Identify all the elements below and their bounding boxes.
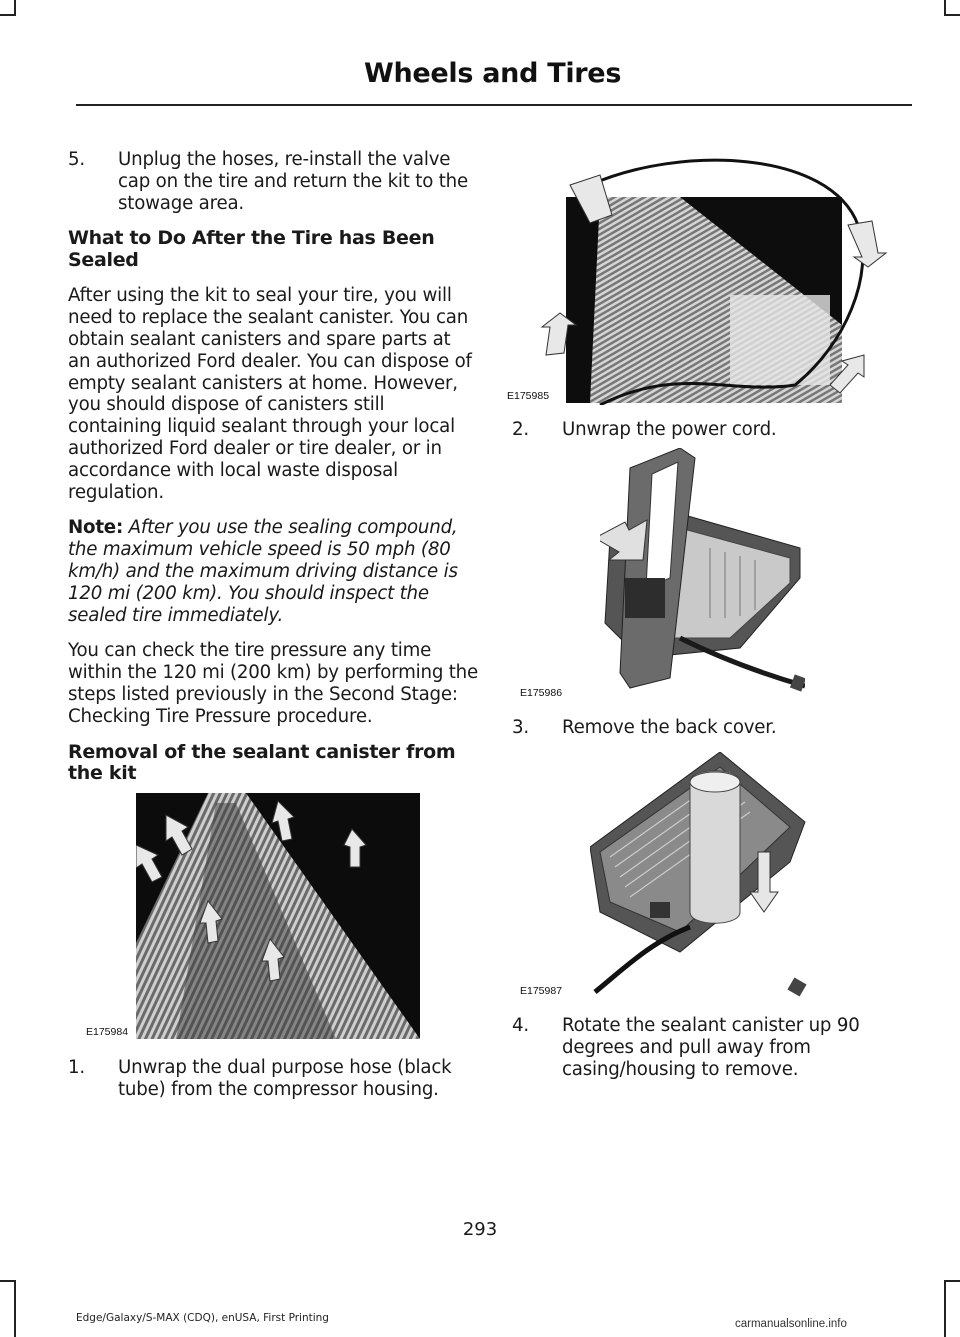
section-heading: Removal of the sealant canister from the kit xyxy=(68,740,456,785)
figure-e175985 xyxy=(530,155,900,405)
note-text: After you use the sealing compound, the maximum vehicle speed is 50 mph (80 km/h) and the maximum driving distance is 120 mi (200 km). You should inspect the sealed tire immediately. xyxy=(68,517,458,626)
step-5 xyxy=(68,149,478,214)
page-title: Wheels and Tires xyxy=(364,58,622,89)
step-3 xyxy=(512,717,912,739)
section-heading: What to Do After the Tire has Been Sealed xyxy=(68,227,435,271)
kit-illustration-1 xyxy=(136,793,420,1039)
paragraph: After using the kit to seal your tire, you will need to replace the sealant canister. You can obtain sealant canisters and spare parts at an authorized Ford dealer. You can dispose of empty sealant canisters at home. However, you should dispose of canisters still containing liquid sealant through your local authorized Ford dealer or tire dealer, or in accordance with local waste disposal regulation. xyxy=(68,285,472,503)
compressor-illustration xyxy=(600,448,805,708)
note-label: Note: xyxy=(68,517,124,539)
step-text: Remove the back cover. xyxy=(562,717,777,738)
right-step-3 xyxy=(512,717,912,753)
step-1 xyxy=(68,1057,478,1101)
paragraph: You can check the tire pressure any time within the 120 mi (200 km) by performing the steps listed previously in the Second Stage: Checking Tire Pressure procedure. xyxy=(68,640,479,727)
note xyxy=(68,517,478,626)
right-step-4 xyxy=(512,1015,912,1094)
step-text: Unwrap the dual purpose hose (black tube) from the compressor housing. xyxy=(118,1057,452,1100)
crop-mark-bottom-left-h xyxy=(0,1280,16,1282)
left-column xyxy=(68,149,478,799)
step-text: Unplug the hoses, re-install the valve cap on the tire and return the kit to the stowage area. xyxy=(118,149,468,214)
figure-label: E175985 xyxy=(507,390,550,402)
figure-e175984 xyxy=(136,793,420,1039)
step-text: Unwrap the power cord. xyxy=(562,419,777,440)
footer-text: Edge/Galaxy/S-MAX (CDQ), enUSA, First Printing xyxy=(76,1312,329,1324)
left-step-1 xyxy=(68,1057,478,1115)
step-text: Rotate the sealant canister up 90 degrees and pull away from casing/housing to remove. xyxy=(562,1015,860,1080)
crop-mark-top-left-h xyxy=(0,14,16,16)
figure-e175986 xyxy=(600,448,805,708)
figure-label: E175984 xyxy=(86,1026,129,1038)
step-2 xyxy=(512,419,912,441)
crop-mark-bottom-right-v xyxy=(944,1280,946,1337)
figure-label: E175986 xyxy=(520,687,563,699)
step-number: 5. xyxy=(68,149,85,170)
figure-e175987 xyxy=(590,752,815,1002)
step-number: 3. xyxy=(512,717,529,738)
step-number: 1. xyxy=(68,1057,85,1078)
page-number: 293 xyxy=(462,1219,498,1240)
step-number: 4. xyxy=(512,1015,529,1036)
header-rule xyxy=(76,104,912,106)
step-number: 2. xyxy=(512,419,529,440)
crop-mark-bottom-left-v xyxy=(14,1280,16,1337)
watermark-link[interactable]: carmanualsonline.info xyxy=(735,1318,847,1330)
crop-mark-bottom-right-h xyxy=(944,1280,960,1282)
kit-illustration-2 xyxy=(530,155,900,405)
step-4 xyxy=(512,1015,912,1080)
crop-mark-top-right-h xyxy=(944,14,960,16)
figure-label: E175987 xyxy=(520,985,563,997)
sealant-canister-illustration xyxy=(590,752,815,1002)
